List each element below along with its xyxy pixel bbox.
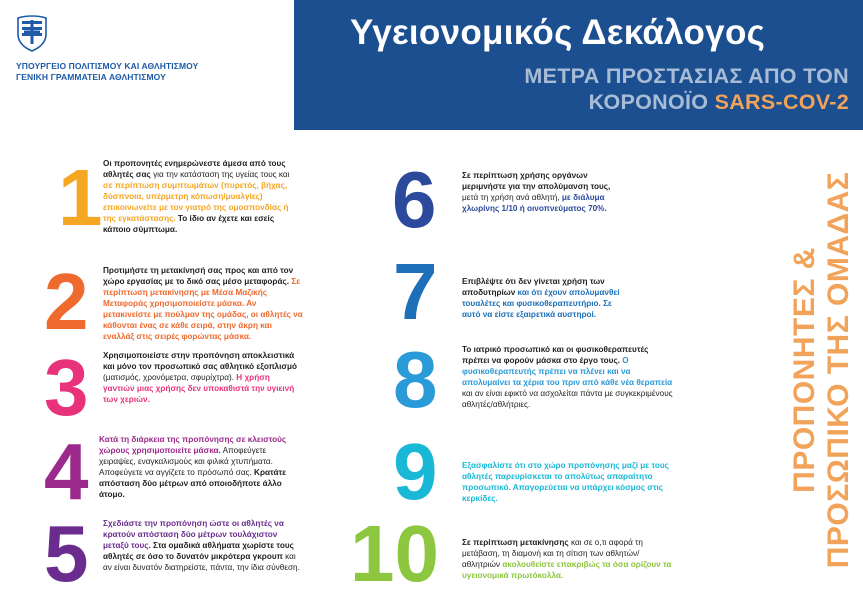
rule-text-3 (103, 350, 303, 405)
rule-number-8: 8 (393, 335, 438, 424)
rule-7-segment: και ότι έχουν απολυμανθεί τουαλέτες και φυσικοθεραπευτήριο. Σε αυτό να είστε εξαιρετικά αυστηροί. (462, 288, 620, 319)
subtitle-line-2 (329, 89, 849, 115)
rule-text-5 (103, 518, 301, 573)
rule-number-4: 4 (44, 427, 89, 516)
rule-1-segment: Το ίδιο αν έχετε και εσείς κάποιο σύμπτωμα. (103, 214, 275, 234)
rule-number-3: 3 (44, 343, 89, 432)
rule-text-8 (462, 344, 676, 410)
header-logo-area (0, 0, 294, 130)
side-audience-label (788, 172, 856, 569)
rule-number-2: 2 (44, 257, 89, 346)
ministry-line-2: ΓΕΝΙΚΗ ΓΡΑΜΜΑΤΕΙΑ ΑΘΛΗΤΙΣΜΟΥ (16, 72, 166, 82)
subtitle-line-1: ΜΕΤΡΑ ΠΡΟΣΤΑΣΙΑΣ ΑΠΟ ΤΟΝ (524, 64, 849, 88)
rule-2-segment: Προτιμήστε τη μετακίνησή σας προς και από τον χώρο εργασίας με το δικό σας μέσο μεταφοράς. (103, 266, 294, 286)
rule-2-segment: Σε περίπτωση μετακίνησης με Μέσα Μαζικής Μεταφοράς χρησιμοποιείστε μάσκα. Αν μετακινείστε με πούλμαν της ομάδας, οι αθλητές να κάθονται ένας σε κάθε σειρά, στην άκρη και εναλλάξ στις σειρές φορώντας μάσκα. (103, 277, 303, 341)
rule-6-segment: Σε περίπτωση χρήσης οργάνων μεριμνήστε για την απολύμανση τους, (462, 171, 611, 191)
rule-1-segment: για την κατάσταση της υγείας τους και (150, 170, 290, 179)
rule-number-6: 6 (392, 155, 437, 244)
rule-1-segment: Οι προπονητές ενημερώνεστε άμεσα από τους αθλητές σας (103, 159, 286, 179)
subtitle-line-2-text: ΚΟΡΟΝΟΪΟ (588, 90, 715, 114)
rule-7-segment: Επιβλέψτε ότι δεν γίνεται χρήση των αποδυτηρίων (462, 277, 605, 297)
rule-3-segment: Χρησιμοποιείστε στην προπόνηση αποκλειστικά και μόνο τον προσωπικό σας αθλητικό εξοπλισμό (103, 351, 297, 371)
greek-coat-of-arms-icon (14, 14, 50, 52)
rule-number-9: 9 (393, 427, 438, 516)
subtitle-virus-name: SARS-COV-2 (714, 90, 849, 114)
rule-number-10: 10 (350, 509, 439, 598)
rule-text-10 (462, 537, 672, 581)
rule-4-segment: Αποφεύγετε χειραψίες, εναγκαλισμούς και φιλικά χτυπήματα. Αποφεύγετε να αγγίζετε το πρόσωπό σας. (99, 446, 273, 477)
rule-number-7: 7 (393, 247, 438, 336)
rule-4-segment: Κρατάτε απόσταση δύο μέτρων από οποιοδήποτε άλλο άτομο. (99, 468, 287, 499)
rule-text-7 (462, 276, 628, 320)
rule-8-segment: Ο φυσικοθεραπευτής πρέπει να πλένει και να απολυμαίνει τα χέρια του πριν από κάθε νέα θεραπεία (462, 356, 673, 387)
rule-6-segment: με διάλυμα χλωρίνης 1/10 ή οινοπνεύματος 70%. (462, 193, 607, 213)
rule-3-segment: Η χρήση γαντιών μιας χρήσης δεν υποκαθιστά την υγιεινή των χεριών. (103, 373, 295, 404)
rule-10-segment: ακολουθείστε επακριβώς τα όσα ορίζουν τα υγειονομικά πρωτόκολλα. (462, 560, 672, 580)
rule-9-segment: Εξασφαλίστε ότι στο χώρο προπόνησης μαζί με τους αθλητές παρευρίσκεται το απολύτως απαραίτητο προσωπικό. (462, 461, 669, 492)
rule-5-segment: Στα ομαδικά αθλήματα χωρίστε τους αθλητές σε όσο το δυνατόν μικρότερα γκρουπ (103, 541, 294, 561)
ministry-name (16, 61, 198, 83)
rule-9-segment: Απαγορεύεται να υπάρχει κόσμος στις κερκίδες. (462, 483, 664, 503)
rule-text-4 (99, 434, 303, 500)
rule-text-2 (103, 265, 303, 342)
side-line-1: ΠΡΟΠΟΝΗΤΕΣ & (788, 247, 821, 493)
side-line-2: ΠΡΟΣΩΠΙΚΟ ΤΗΣ ΟΜΑΔΑΣ (822, 171, 855, 569)
side-banner (782, 130, 863, 600)
rule-text-1 (103, 158, 299, 235)
header-banner (294, 0, 863, 130)
rule-number-5: 5 (44, 509, 89, 598)
rule-number-1: 1 (58, 153, 103, 242)
rule-8-segment: Το ιατρικό προσωπικό και οι φυσικοθεραπευτές πρέπει να φορούν μάσκα στο έργο τους. (462, 345, 649, 365)
rule-6-segment: μετά τη χρήση ανά αθλητή, (462, 193, 562, 202)
rule-8-segment: και αν είναι εφικτό να ασχολείται πάντα με συγκεκριμένους αθλητές/αθλήτριες. (462, 389, 673, 409)
rule-10-segment: και σε ο,τι αφορά τη μετάβαση, τη διαμονή και τη σίτιση των αθλητών/αθλητριών (462, 538, 643, 569)
rule-text-9 (462, 460, 674, 504)
rule-5-segment: και αν είναι δυνατόν διατηρείστε, πάντα, την ίδια σύνθεση. (103, 552, 300, 572)
rule-1-segment: σε περίπτωση συμπτωμάτων (πυρετός, βήχας, δύσπνοια, υπέρμετρη κόπωση/μυαλγίες) επικοινωνείτε με τον γιατρό της ομοσπονδίας ή της εγκατάστασης. (103, 181, 289, 223)
page-subtitle (329, 63, 849, 115)
rule-5-segment: Σχεδιάστε την προπόνηση ώστε οι αθλητές να κρατούν απόσταση δύο μέτρων τουλάχιστον μεταξύ τους. (103, 519, 284, 550)
rule-3-segment: (ματισμός, χρονόμετρα, σφυρίχτρα). (103, 373, 237, 382)
rule-4-segment: Κατά τη διάρκεια της προπόνησης σε κλειστούς χώρους χρησιμοποιείτε μάσκα. (99, 435, 287, 455)
rule-10-segment: Σε περίπτωση μετακίνησης (462, 538, 569, 547)
rule-text-6 (462, 170, 622, 214)
page-title: Υγειονομικός Δεκάλογος (350, 13, 766, 52)
ministry-line-1: ΥΠΟΥΡΓΕΙΟ ΠΟΛΙΤΙΣΜΟΥ ΚΑΙ ΑΘΛΗΤΙΣΜΟΥ (16, 61, 199, 71)
